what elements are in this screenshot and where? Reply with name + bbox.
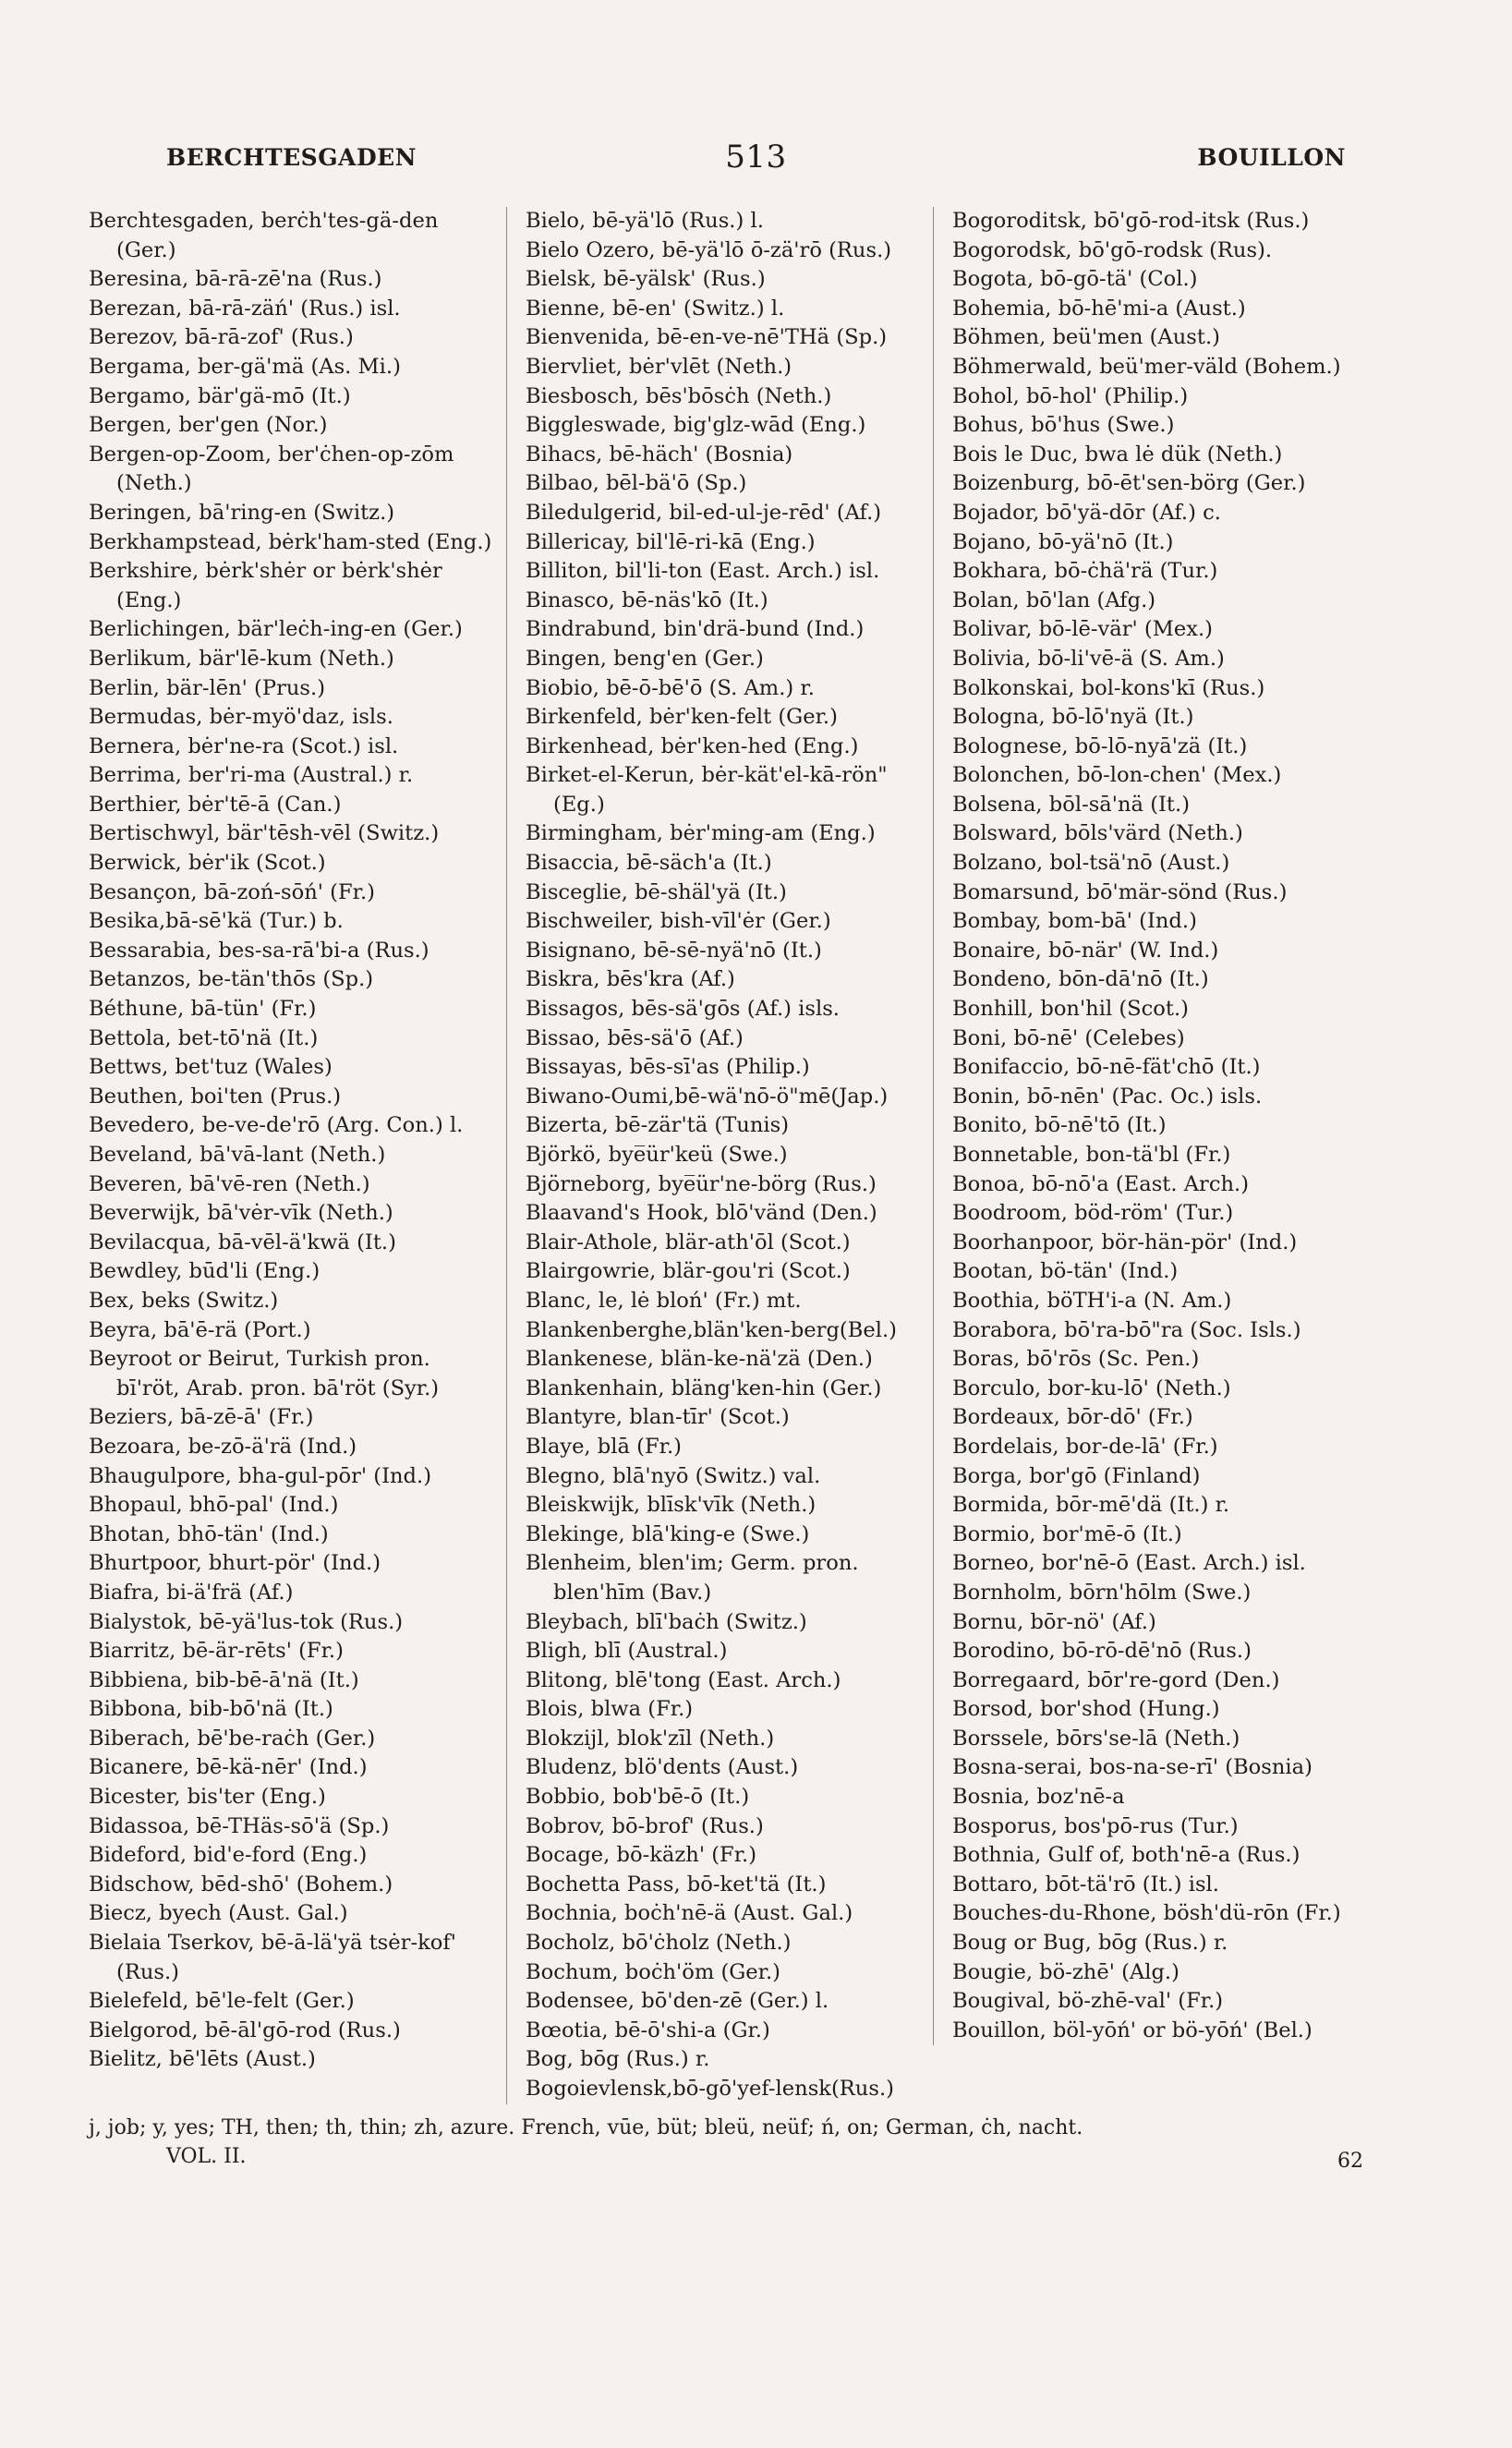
gazetteer-entry: Blankenhain, bläng'ken-hin (Ger.) (526, 1375, 882, 1400)
gazetteer-entry: Bolonchen, bō-lon-chen' (Mex.) (952, 763, 1282, 788)
gazetteer-entry: Bogorodsk, bō'gō-rodsk (Rus). (952, 237, 1273, 262)
gazetteer-entry: Biesbosch, bēs'bōsċh (Neth.) (526, 383, 832, 408)
gazetteer-entry: Bezoara, be-zō-ä'rä (Ind.) (89, 1434, 357, 1459)
gazetteer-entry: Boodroom, böd-röm' (Tur.) (952, 1201, 1234, 1226)
gazetteer-entry: Bonito, bō-nē'tō (It.) (952, 1113, 1167, 1138)
gazetteer-entry: Bolivia, bō-li'vē-ä (S. Am.) (952, 646, 1225, 671)
gazetteer-entry: Bottaro, bōt-tä'rō (It.) isl. (952, 1872, 1219, 1897)
gazetteer-entry: Bosnia, boz'nē-a (952, 1785, 1125, 1810)
gazetteer-entry: Bergen, ber'gen (Nor.) (89, 413, 328, 438)
page-number: 513 (725, 139, 787, 176)
gazetteer-entry: Borculo, bor-ku-lō' (Neth.) (952, 1375, 1231, 1400)
gazetteer-entry: Bomarsund, bō'mär-sönd (Rus.) (952, 879, 1288, 904)
gazetteer-entry: Björkö, bye̅ür'keü (Swe.) (526, 1143, 788, 1167)
gazetteer-entry: Berezan, bā-rā-zäń' (Rus.) isl. (89, 296, 401, 321)
gazetteer-entry: Berthier, bėr'tē-ā (Can.) (89, 792, 342, 817)
gazetteer-entry: Bogota, bō-gō-tä' (Col.) (952, 267, 1198, 292)
gazetteer-entry: Borabora, bō'ra-bō"ra (Soc. Isls.) (952, 1317, 1301, 1342)
gazetteer-entry: Billiton, bil'li-ton (East. Arch.) isl. (526, 559, 880, 584)
gazetteer-entry: Bonaire, bō-när' (W. Ind.) (952, 938, 1219, 963)
gazetteer-entry: Boug or Bug, bōg (Rus.) r. (952, 1931, 1228, 1956)
gazetteer-entry: Bibbona, bib-bō'nä (It.) (89, 1697, 333, 1722)
column-1 (89, 207, 495, 2075)
gazetteer-entry: Boras, bō'rōs (Sc. Pen.) (952, 1347, 1200, 1372)
gazetteer-entry: Berwick, bėr'ik (Scot.) (89, 851, 326, 876)
gazetteer-entry: Besançon, bā-zoń-sōń' (Fr.) (89, 879, 375, 904)
gazetteer-entry: Bex, beks (Switz.) (89, 1288, 279, 1313)
gazetteer-entry: Blenheim, blen'im; Germ. pron. blen'hīm (Bav.) (526, 1551, 859, 1605)
gazetteer-entry: Bhurtpoor, bhurt-pör' (Ind.) (89, 1551, 381, 1576)
gazetteer-entry: Bielo, bē-yä'lō (Rus.) l. (526, 209, 764, 233)
gazetteer-entry: Bouillon, böl-yōń' or bö-yōń' (Bel.) (952, 2018, 1312, 2042)
gazetteer-entry: Bohol, bō-hol' (Philip.) (952, 383, 1189, 408)
volume-label: VOL. II. (166, 2145, 247, 2168)
gazetteer-entry: Bologna, bō-lō'nyä (It.) (952, 705, 1194, 730)
gazetteer-entry: Bouches-du-Rhone, bösh'dü-rōn (Fr.) (952, 1901, 1341, 1926)
gazetteer-entry: Bolsena, bōl-sā'nä (It.) (952, 792, 1191, 817)
gazetteer-entry: Beyra, bā'ē-rä (Port.) (89, 1317, 311, 1342)
gazetteer-entry: Bochetta Pass, bō-ket'tä (It.) (526, 1872, 827, 1897)
gazetteer-entry: Bialystok, bē-yä'lus-tok (Rus.) (89, 1609, 404, 1634)
gazetteer-entry: Birkenfeld, bėr'ken-felt (Ger.) (526, 705, 838, 730)
gazetteer-entry: Bosna-serai, bos-na-se-rī' (Bosnia) (952, 1755, 1312, 1780)
gazetteer-entry: Borsod, bor'shod (Hung.) (952, 1697, 1220, 1722)
gazetteer-entry: Bielitz, bē'lēts (Aust.) (89, 2047, 316, 2072)
gazetteer-entry: Biskra, bēs'kra (Af.) (526, 967, 735, 992)
gazetteer-entry: Bidschow, bēd-shō' (Bohem.) (89, 1872, 393, 1897)
gazetteer-entry: Bibbiena, bib-bē-ā'nä (It.) (89, 1667, 359, 1692)
gazetteer-entry: Biarritz, bē-är-rēts' (Fr.) (89, 1639, 344, 1664)
gazetteer-entry: Biggleswade, big'glz-wād (Eng.) (526, 413, 866, 438)
gazetteer-entry: Bohemia, bō-hē'mi-a (Aust.) (952, 296, 1246, 321)
gazetteer-entry: Billericay, bil'lē-ri-kā (Eng.) (526, 529, 816, 554)
gazetteer-entry: Blair-Athole, blär-ath'ōl (Scot.) (526, 1230, 851, 1254)
gazetteer-entry: Bergama, ber-gä'mä (As. Mi.) (89, 354, 401, 379)
gazetteer-entry: Bermudas, bėr-myö'daz, isls. (89, 705, 393, 730)
gazetteer-entry: Bielaia Tserkov, bē-ā-lä'yä tsėr-kof' (Rus.) (89, 1931, 456, 1984)
gazetteer-entry: Bergamo, bär'gä-mō (It.) (89, 383, 351, 408)
gazetteer-entry: Berkshire, bėrk'shėr or bėrk'shėr (Eng.) (89, 559, 442, 612)
column-3 (933, 207, 1370, 2045)
gazetteer-entry: Bœotia, bē-ō'shi-a (Gr.) (526, 2018, 770, 2042)
gazetteer-entry: Berlichingen, bär'leċh-ing-en (Ger.) (89, 617, 463, 642)
gazetteer-entry: Bevilacqua, bā-vēl-ä'kwä (It.) (89, 1230, 396, 1254)
gazetteer-entry: Bessarabia, bes-sa-rā'bi-a (Rus.) (89, 938, 429, 963)
column-2 (506, 207, 936, 2104)
gazetteer-entry: Birket-el-Kerun, bėr-kät'el-kā-rön" (Eg.) (526, 763, 888, 817)
gazetteer-entry: Bothnia, Gulf of, both'nē-a (Rus.) (952, 1843, 1300, 1868)
gazetteer-entry: Bertischwyl, bär'tēsh-vēl (Switz.) (89, 821, 440, 846)
gazetteer-entry: Biberach, bē'be-raċh (Ger.) (89, 1726, 376, 1751)
gazetteer-entry: Blaavand's Hook, blō'vänd (Den.) (526, 1201, 877, 1226)
gazetteer-entry: Borregaard, bōr're-gord (Den.) (952, 1667, 1280, 1692)
gazetteer-entry: Bonnetable, bon-tä'bl (Fr.) (952, 1143, 1231, 1167)
gazetteer-entry: Bolan, bō'lan (Afg.) (952, 588, 1156, 612)
gazetteer-entry: Bleybach, blī'baċh (Switz.) (526, 1609, 807, 1634)
gazetteer-entry: Bewdley, būd'li (Eng.) (89, 1259, 321, 1284)
gazetteer-entry: Björneborg, bye̅ür'ne-börg (Rus.) (526, 1171, 877, 1196)
gazetteer-entry: Blankenese, blän-ke-nä'zä (Den.) (526, 1347, 873, 1372)
gazetteer-entry: Biobio, bē-ō-bē'ō (S. Am.) r. (526, 675, 815, 700)
gazetteer-entry: Bielsk, bē-yälsk' (Rus.) (526, 267, 766, 292)
gazetteer-entry: Boorhanpoor, bör-hän-pör' (Ind.) (952, 1230, 1298, 1254)
gazetteer-entry: Betanzos, be-tän'thōs (Sp.) (89, 967, 374, 992)
gazetteer-entry: Binasco, bē-näs'kō (It.) (526, 588, 768, 612)
gazetteer-entry: Bingen, beng'en (Ger.) (526, 646, 764, 671)
page-header (166, 139, 1346, 181)
signature-mark: 62 (1337, 2150, 1363, 2173)
gazetteer-entry: Bojano, bō-yä'nō (It.) (952, 529, 1174, 554)
gazetteer-entry: Besika,bā-sē'kä (Tur.) b. (89, 909, 344, 934)
gazetteer-entry: Bog, bōg (Rus.) r. (526, 2047, 710, 2072)
gazetteer-entry: Birkenhead, bėr'ken-hed (Eng.) (526, 733, 859, 758)
gazetteer-entry: Bissagos, bēs-sä'gōs (Af.) isls. (526, 997, 840, 1022)
gazetteer-entry: Bormida, bōr-mē'dä (It.) r. (952, 1493, 1230, 1518)
gazetteer-entry: Bicester, bis'ter (Eng.) (89, 1785, 326, 1810)
gazetteer-entry: Bidassoa, bē-THäs-sō'ä (Sp.) (89, 1813, 390, 1838)
gazetteer-entry: Bolognese, bō-lō-nyā'zä (It.) (952, 733, 1248, 758)
gazetteer-entry: Bisaccia, bē-säch'a (It.) (526, 851, 772, 876)
gazetteer-entry: Bischweiler, bish-vīl'ėr (Ger.) (526, 909, 831, 934)
gazetteer-entry: Berchtesgaden, berċh'tes-gä-den (Ger.) (89, 209, 439, 262)
gazetteer-entry: Bobbio, bob'bē-ō (It.) (526, 1785, 750, 1810)
gazetteer-entry: Bizerta, bē-zär'tä (Tunis) (526, 1113, 790, 1138)
gazetteer-entry: Bolivar, bō-lē-vär' (Mex.) (952, 617, 1213, 642)
gazetteer-entry: Bergen-op-Zoom, ber'ċhen-op-zōm (Neth.) (89, 442, 454, 496)
gazetteer-entry: Bougie, bö-zhē' (Alg.) (952, 1959, 1179, 1984)
gazetteer-entry: Bolsward, bōls'värd (Neth.) (952, 821, 1243, 846)
gazetteer-entry: Bornu, bōr-nö' (Af.) (952, 1609, 1156, 1634)
gazetteer-entry: Beyroot or Beirut, Turkish pron. bī'röt, Arab. pron. bā'röt (Syr.) (89, 1347, 440, 1400)
gazetteer-entry: Biervliet, bėr'vlēt (Neth.) (526, 354, 792, 379)
gazetteer-entry: Biecz, byech (Aust. Gal.) (89, 1901, 348, 1926)
gazetteer-entry: Bordelais, bor-de-lā' (Fr.) (952, 1434, 1218, 1459)
gazetteer-entry: Beuthen, boi'ten (Prus.) (89, 1084, 342, 1109)
gazetteer-entry: Bornholm, bōrn'hōlm (Swe.) (952, 1580, 1252, 1605)
gazetteer-entry: Blairgowrie, blär-gou'ri (Scot.) (526, 1259, 851, 1284)
gazetteer-entry: Bissao, bēs-sä'ō (Af.) (526, 1025, 744, 1050)
gazetteer-entry: Berrima, ber'ri-ma (Austral.) r. (89, 763, 414, 788)
gazetteer-entry: Blois, blwa (Fr.) (526, 1697, 694, 1722)
gazetteer-entry: Bielefeld, bē'le-felt (Ger.) (89, 1989, 355, 2014)
gazetteer-entry: Bochnia, boċh'nē-ä (Aust. Gal.) (526, 1901, 853, 1926)
gazetteer-entry: Bohus, bō'hus (Swe.) (952, 413, 1175, 438)
gazetteer-entry: Blegno, blā'nyō (Switz.) val. (526, 1463, 821, 1488)
pronunciation-key-footer (89, 2114, 1363, 2171)
gazetteer-entry: Blaye, blā (Fr.) (526, 1434, 682, 1459)
gazetteer-entry: Bleiskwijk, blīsk'vīk (Neth.) (526, 1493, 816, 1518)
gazetteer-entry: Blankenberghe,blän'ken-berg(Bel.) (526, 1317, 897, 1342)
gazetteer-entry: Biwano-Oumi,bē-wä'nō-ö"mē(Jap.) (526, 1084, 889, 1109)
gazetteer-entry: Boothia, böTH'i-a (N. Am.) (952, 1288, 1232, 1313)
gazetteer-entry: Beziers, bā-zē-ā' (Fr.) (89, 1405, 314, 1430)
gazetteer-entry: Bolzano, bol-tsä'nō (Aust.) (952, 851, 1230, 876)
gazetteer-entry: Bonin, bō-nēn' (Pac. Oc.) isls. (952, 1084, 1263, 1109)
gazetteer-entry: Bevedero, be-ve-de'rō (Arg. Con.) l. (89, 1113, 464, 1138)
gazetteer-entry: Berkhampstead, bėrk'ham-sted (Eng.) (89, 529, 492, 554)
gazetteer-entry: Bhopaul, bhō-pal' (Ind.) (89, 1493, 339, 1518)
gazetteer-entry: Bolkonskai, bol-kons'kī (Rus.) (952, 675, 1265, 700)
gazetteer-entry: Bootan, bö-tän' (Ind.) (952, 1259, 1179, 1284)
gazetteer-entry: Bicanere, bē-kä-nēr' (Ind.) (89, 1755, 368, 1780)
gazetteer-entry: Blekinge, blā'king-e (Swe.) (526, 1521, 810, 1546)
gazetteer-entry: Bochum, boċh'öm (Ger.) (526, 1959, 780, 1984)
gazetteer-entry: Bhaugulpore, bha-gul-pōr' (Ind.) (89, 1463, 432, 1488)
gazetteer-entry: Bocage, bō-käzh' (Fr.) (526, 1843, 757, 1868)
gazetteer-entry: Bisignano, bē-sē-nyä'nō (It.) (526, 938, 822, 963)
gazetteer-entry: Bogoroditsk, bō'gō-rod-itsk (Rus.) (952, 209, 1310, 233)
gazetteer-entry: Böhmen, beü'men (Aust.) (952, 325, 1220, 350)
gazetteer-entry: Bielo Ozero, bē-yä'lō ō-zä'rō (Rus.) (526, 237, 892, 262)
gazetteer-entry: Bettola, bet-tō'nä (It.) (89, 1025, 319, 1050)
gazetteer-entry: Bihacs, bē-häch' (Bosnia) (526, 442, 793, 467)
gazetteer-entry: Blitong, blē'tong (East. Arch.) (526, 1667, 841, 1692)
gazetteer-entry: Bludenz, blö'dents (Aust.) (526, 1755, 799, 1780)
gazetteer-entry: Böhmerwald, beü'mer-väld (Bohem.) (952, 354, 1341, 379)
gazetteer-entry: Beveland, bā'vā-lant (Neth.) (89, 1143, 386, 1167)
gazetteer-entry: Bonoa, bō-nō'a (East. Arch.) (952, 1171, 1250, 1196)
gazetteer-entry: Bienvenida, bē-en-ve-nē'THä (Sp.) (526, 325, 888, 350)
gazetteer-entry: Bienne, bē-en' (Switz.) l. (526, 296, 785, 321)
gazetteer-entry: Borga, bor'gō (Finland) (952, 1463, 1201, 1488)
gazetteer-entry: Bormio, bor'mē-ō (It.) (952, 1521, 1182, 1546)
pronunciation-key: j, job; y, yes; TH, then; th, thin; zh, azure. French, vūe, büt; bleü, neüf; ń, on; German, ċh, nacht. (89, 2116, 1083, 2139)
gazetteer-entry: Borneo, bor'nē-ō (East. Arch.) isl. (952, 1551, 1306, 1576)
gazetteer-entry: Bocholz, bō'ċholz (Neth.) (526, 1931, 792, 1956)
gazetteer-entry: Bonhill, bon'hil (Scot.) (952, 997, 1189, 1022)
gazetteer-entry: Bogoievlensk,bō-gō'yef-lensk(Rus.) (526, 2077, 894, 2101)
gazetteer-entry: Bindrabund, bin'drä-bund (Ind.) (526, 617, 865, 642)
gazetteer-entry: Bilbao, bēl-bä'ō (Sp.) (526, 471, 747, 496)
header-first-entry: BERCHTESGADEN (166, 144, 417, 171)
gazetteer-entry: Bosporus, bos'pō-rus (Tur.) (952, 1813, 1239, 1838)
gazetteer-entry: Bideford, bid'e-ford (Eng.) (89, 1843, 368, 1868)
gazetteer-entry: Blanc, le, lė bloń' (Fr.) mt. (526, 1288, 802, 1313)
gazetteer-entry: Bissayas, bēs-sī'as (Philip.) (526, 1055, 810, 1080)
gazetteer-entry: Boizenburg, bō-ēt'sen-börg (Ger.) (952, 471, 1306, 496)
gazetteer-entry: Bligh, blī (Austral.) (526, 1639, 728, 1664)
gazetteer-entry: Bhotan, bhō-tän' (Ind.) (89, 1521, 329, 1546)
gazetteer-entry: Bobrov, bō-brof' (Rus.) (526, 1813, 764, 1838)
gazetteer-entry: Blokzijl, blok'zīl (Neth.) (526, 1726, 775, 1751)
gazetteer-entry: Bojador, bō'yä-dōr (Af.) c. (952, 500, 1221, 525)
gazetteer-entry: Bernera, bėr'ne-ra (Scot.) isl. (89, 733, 399, 758)
gazetteer-entry: Berlin, bär-lēn' (Prus.) (89, 675, 326, 700)
gazetteer-entry: Bombay, bom-bā' (Ind.) (952, 909, 1197, 934)
gazetteer-entry: Beresina, bā-rā-zē'na (Rus.) (89, 267, 382, 292)
gazetteer-entry: Bougival, bö-zhē-val' (Fr.) (952, 1989, 1224, 2014)
header-last-entry: BOUILLON (1197, 144, 1346, 171)
gazetteer-entry: Bielgorod, bē-āl'gō-rod (Rus.) (89, 2018, 401, 2042)
gazetteer-entry: Bettws, bet'tuz (Wales) (89, 1055, 333, 1080)
gazetteer-entry: Bondeno, bōn-dā'nō (It.) (952, 967, 1209, 992)
gazetteer-entry: Beveren, bā'vē-ren (Neth.) (89, 1171, 370, 1196)
gazetteer-entry: Beringen, bā'ring-en (Switz.) (89, 500, 395, 525)
gazetteer-entry: Blantyre, blan-tīr' (Scot.) (526, 1405, 790, 1430)
gazetteer-entry: Biledulgerid, bil-ed-ul-je-rēd' (Af.) (526, 500, 882, 525)
gazetteer-entry: Bois le Duc, bwa lė dük (Neth.) (952, 442, 1283, 467)
gazetteer-entry: Bisceglie, bē-shäl'yä (It.) (526, 879, 787, 904)
gazetteer-entry: Birmingham, bėr'ming-am (Eng.) (526, 821, 876, 846)
gazetteer-entry: Borodino, bō-rō-dē'nō (Rus.) (952, 1639, 1252, 1664)
gazetteer-entry: Bodensee, bō'den-zē (Ger.) l. (526, 1989, 829, 2014)
gazetteer-entry: Berezov, bā-rā-zof' (Rus.) (89, 325, 354, 350)
gazetteer-entry: Beverwijk, bā'vėr-vīk (Neth.) (89, 1201, 393, 1226)
gazetteer-entry: Béthune, bā-tün' (Fr.) (89, 997, 317, 1022)
gazetteer-entry: Boni, bō-nē' (Celebes) (952, 1025, 1185, 1050)
gazetteer-entry: Bordeaux, bōr-dō' (Fr.) (952, 1405, 1193, 1430)
gazetteer-entry: Borssele, bōrs'se-lā (Neth.) (952, 1726, 1240, 1751)
gazetteer-entry: Bokhara, bō-ċhä'rä (Tur.) (952, 559, 1218, 584)
gazetteer-entry: Bonifaccio, bō-nē-fät'chō (It.) (952, 1055, 1261, 1080)
gazetteer-entry: Berlikum, bär'lē-kum (Neth.) (89, 646, 394, 671)
gazetteer-entry: Biafra, bi-ä'frä (Af.) (89, 1580, 294, 1605)
